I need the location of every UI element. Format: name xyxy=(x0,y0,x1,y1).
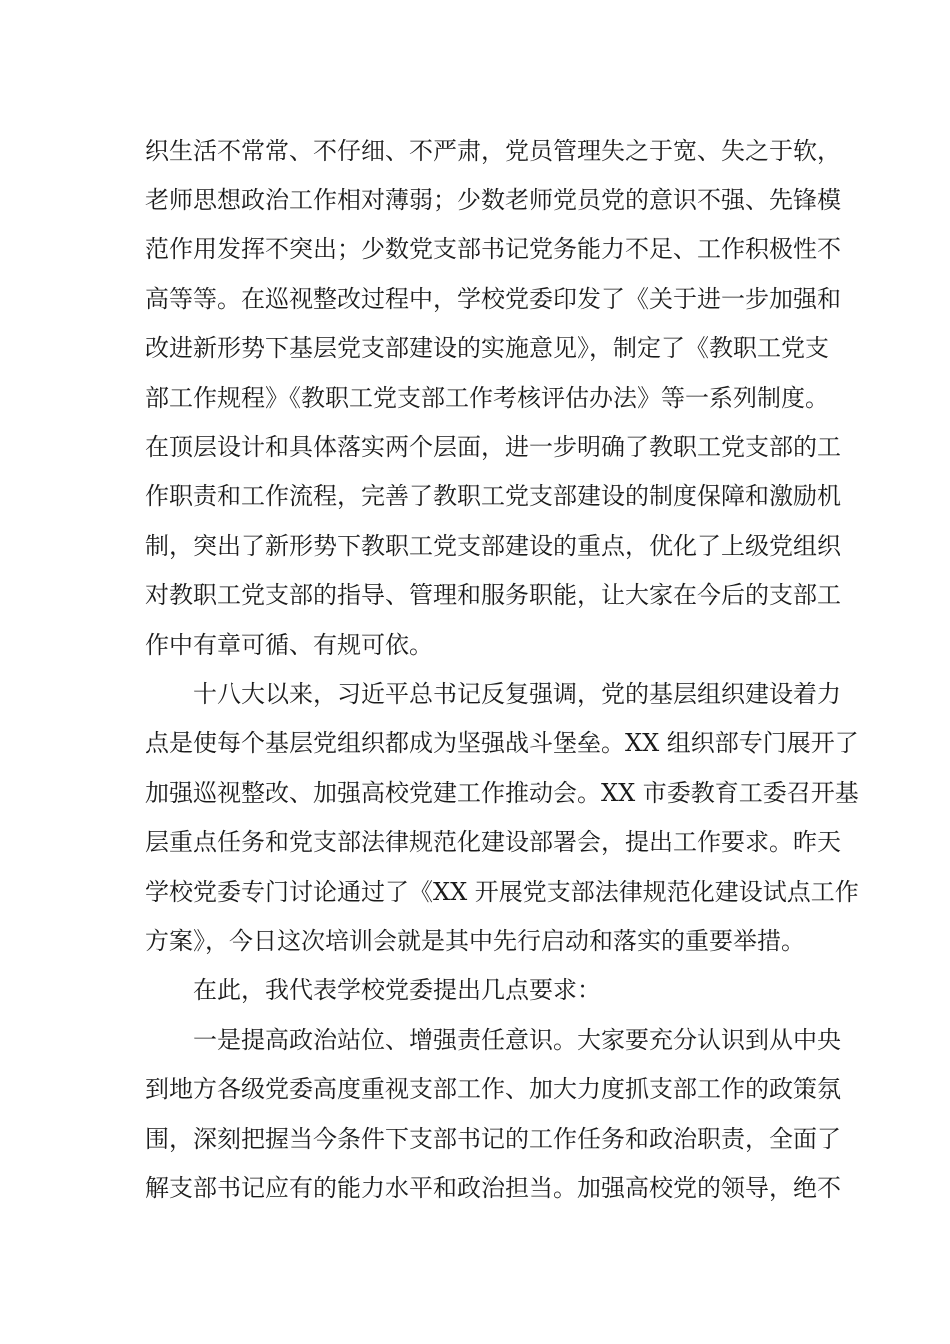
text-line: 解支部书记应有的能力水平和政治担当。加强高校党的领导，绝不 xyxy=(145,1174,841,1202)
text-line: 层重点任务和党支部法律规范化建设部署会，提出工作要求。昨天 xyxy=(145,828,841,856)
text-line: 学校党委专门讨论通过了《XX 开展党支部法律规范化建设试点工作 xyxy=(145,878,859,906)
text-line: 部工作规程》《教职工党支部工作考核评估办法》等一系列制度。 xyxy=(145,384,829,412)
text-line: 点是使每个基层党组织都成为坚强战斗堡垒。XX 组织部专门展开了 xyxy=(145,729,859,757)
paragraph-first-line: 十八大以来，习近平总书记反复强调，党的基层组织建设着力 xyxy=(193,680,841,708)
text-line: 老师思想政治工作相对薄弱；少数老师党员党的意识不强、先锋模 xyxy=(145,186,841,214)
text-line: 织生活不常常、不仔细、不严肃，党员管理失之于宽、失之于软， xyxy=(145,137,841,165)
text-line: 改进新形势下基层党支部建设的实施意见》，制定了《教职工党支 xyxy=(145,334,829,362)
text-line: 对教职工党支部的指导、管理和服务职能，让大家在今后的支部工 xyxy=(145,581,841,609)
text-line: 方案》，今日这次培训会就是其中先行启动和落实的重要举措。 xyxy=(145,927,805,955)
paragraph-first-line: 一是提高政治站位、增强责任意识。大家要充分认识到从中央 xyxy=(193,1026,841,1054)
text-line: 范作用发挥不突出；少数党支部书记党务能力不足、工作积极性不 xyxy=(145,235,841,263)
paragraph-first-line: 在此，我代表学校党委提出几点要求： xyxy=(193,976,601,1004)
text-line: 作中有章可循、有规可依。 xyxy=(145,631,433,659)
text-line: 制，突出了新形势下教职工党支部建设的重点，优化了上级党组织 xyxy=(145,532,841,560)
text-line: 作职责和工作流程，完善了教职工党支部建设的制度保障和激励机 xyxy=(145,482,841,510)
text-line: 围，深刻把握当今条件下支部书记的工作任务和政治职责，全面了 xyxy=(145,1125,841,1153)
text-line: 在顶层设计和具体落实两个层面，进一步明确了教职工党支部的工 xyxy=(145,433,841,461)
text-line: 高等等。在巡视整改过程中，学校党委印发了《关于进一步加强和 xyxy=(145,285,841,313)
text-line: 到地方各级党委高度重视支部工作、加大力度抓支部工作的政策氛 xyxy=(145,1075,841,1103)
text-line: 加强巡视整改、加强高校党建工作推动会。XX 市委教育工委召开基 xyxy=(145,779,859,807)
